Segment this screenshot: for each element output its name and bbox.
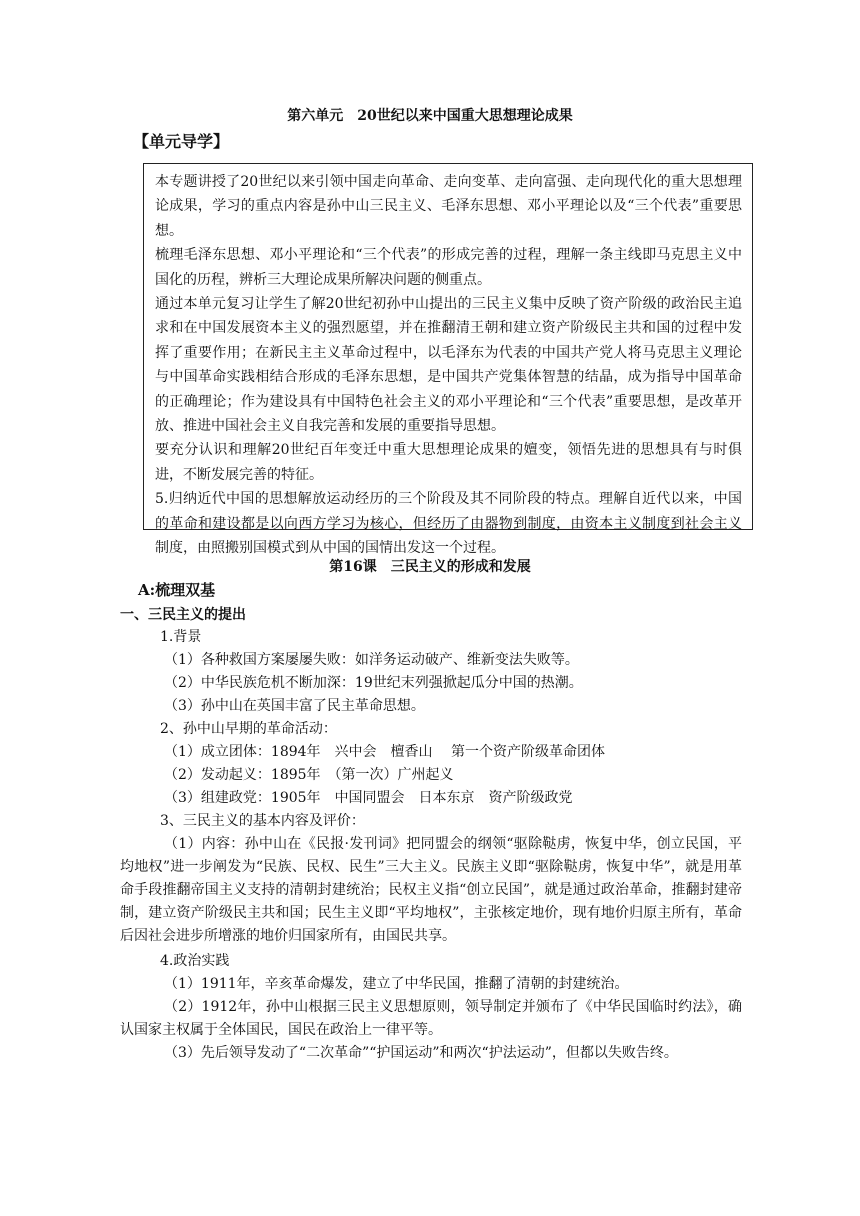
background-item: （3）孙中山在英国丰富了民主革命思想。: [164, 698, 425, 714]
early-activity-item: （1）成立团体：1894年 兴中会 檀香山 第一个资产阶级革命团体: [164, 744, 605, 760]
political-practice-item: （3）先后领导发动了“二次革命”“护国运动”和两次“护法运动”，但都以失败告终。: [164, 1045, 678, 1061]
unit-title: 第六单元 20世纪以来中国重大思想理论成果: [287, 108, 573, 124]
early-activities-title: 2、孙中山早期的革命活动：: [160, 721, 337, 737]
section-1-heading: 一、三民主义的提出: [120, 607, 246, 623]
early-activity-item: （3）组建政党：1905年 中国同盟会 日本东京 资产阶级政党: [164, 790, 573, 806]
guide-paragraph: 本专题讲授了20世纪以来引领中国走向革命、走向变革、走向富强、走向现代化的重大思想理论成果，学习的重点内容是孙中山三民主义、毛泽东思想、邓小平理论以及“三个代表”重要思想。: [155, 174, 742, 239]
lesson-title: 第16课 三民主义的形成和发展: [329, 559, 531, 575]
political-practice-title: 4.政治实践: [160, 953, 230, 969]
political-practice-item: （2）1912年，孙中山根据三民主义思想原则，领导制定并颁布了《中华民国临时约法》，确认国家主权属于全体国民，国民在政治上一律平等。: [120, 999, 742, 1038]
background-title: 1.背景: [160, 629, 202, 645]
guide-paragraph: 5.归纳近代中国的思想解放运动经历的三个阶段及其不同阶段的特点。理解自近代以来，中国的革命和建设都是以向西方学习为核心，但经历了由器物到制度，由资本主义制度到社会主义制度，由照搬别国模式到从中国的国情出发这一个过程。: [155, 491, 742, 557]
guide-paragraph: 梳理毛泽东思想、邓小平理论和“三个代表”的形成完善的过程，理解一条主线即马克思主义中国化的历程，辨析三大理论成果所解决问题的侧重点。: [155, 247, 742, 288]
basic-content-title: 3、三民主义的基本内容及评价：: [160, 813, 365, 829]
unit-guide-heading: 【单元导学】: [133, 132, 230, 151]
unit-guide-box: [143, 163, 753, 557]
political-practice-item: （1）1911年，辛亥革命爆发，建立了中华民国，推翻了清朝的封建统治。: [164, 976, 629, 992]
section-a-heading: A:梳理双基: [138, 581, 216, 599]
background-item: （1）各种救国方案屡屡失败：如洋务运动破产、维新变法失败等。: [164, 652, 579, 668]
guide-paragraph: 要充分认识和理解20世纪百年变迁中重大思想理论成果的嬗变，领悟先进的思想具有与时俱进，不断发展完善的特征。: [155, 442, 742, 483]
guide-paragraph: 通过本单元复习让学生了解20世纪初孙中山提出的三民主义集中反映了资产阶级的政治民主追求和在中国发展资本主义的强烈愿望，并在推翻清王朝和建立资产阶级民主共和国的过程中发挥了重要作用；在新民主主义革命过程中，以毛泽东为代表的中国共产党人将马克思主义理论与中国革命实践相结合形成的毛泽东思想，是中国共产党集体智慧的结晶，成为指导中国革命的正确理论；作为建设具有中国特色社会主义的邓小平理论和“三个代表”重要思想，是改革开放、推进中国社会主义自我完善和发展的重要指导思想。: [155, 296, 742, 435]
early-activity-item: （2）发动起义：1895年 （第一次）广州起义: [164, 767, 454, 783]
background-item: （2）中华民族危机不断加深：19世纪末列强掀起瓜分中国的热潮。: [164, 675, 583, 691]
basic-content-paragraph: （1）内容：孙中山在《民报·发刊词》把同盟会的纲领“驱除鞑虏，恢复中华，创立民国，平均地权”进一步阐发为“民族、民权、民生”三大主义。民族主义即“驱除鞑虏，恢复中华”，就是用革命手段推翻帝国主义支持的清朝封建统治；民权主义指“创立民国”，就是通过政治革命，推翻封建帝制，建立资产阶级民主共和国；民生主义即“平均地权”，主张核定地价，现有地价归原主所有，革命后因社会进步所增涨的地价归国家所有，由国民共享。: [120, 836, 742, 944]
lesson-content: [120, 604, 742, 1065]
